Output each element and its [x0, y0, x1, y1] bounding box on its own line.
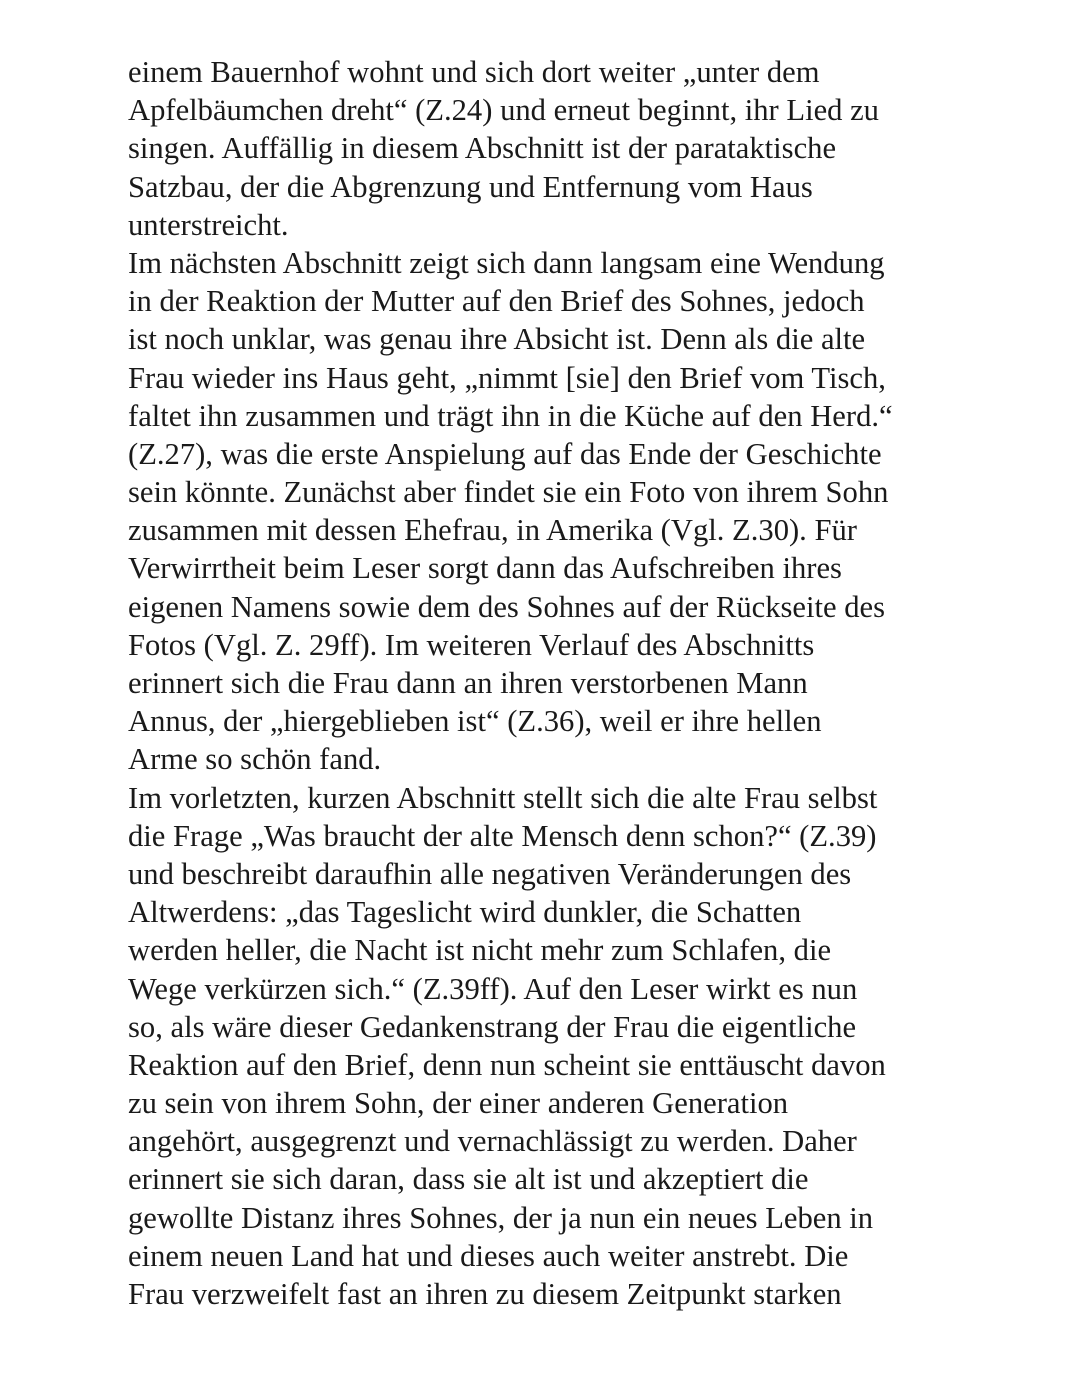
text-line: Verwirrtheit beim Leser sorgt dann das Aufschreiben ihres: [128, 551, 842, 586]
text-line: werden heller, die Nacht ist nicht mehr zum Schlafen, die: [128, 933, 832, 968]
text-line: erinnert sie sich daran, dass sie alt ist und akzeptiert die: [128, 1162, 809, 1197]
text-line: eigenen Namens sowie dem des Sohnes auf der Rückseite des: [128, 589, 885, 624]
text-line: Arme so schön fand.: [128, 742, 382, 777]
text-line: die Frage „Was braucht der alte Mensch denn schon?“ (Z.39): [128, 818, 877, 853]
text-line: einem neuen Land hat und dieses auch weiter anstrebt. Die: [128, 1238, 849, 1273]
text-line: sein könnte. Zunächst aber findet sie ein Foto von ihrem Sohn: [128, 475, 889, 510]
text-line: unterstreicht.: [128, 207, 289, 242]
text-line: erinnert sich die Frau dann an ihren verstorbenen Mann: [128, 666, 808, 700]
text-line: Satzbau, der die Abgrenzung und Entfernung vom Haus: [128, 169, 813, 204]
text-line: Wege verkürzen sich.“ (Z.39ff). Auf den Leser wirkt es nun: [128, 971, 858, 1006]
text-line: singen. Auffällig in diesem Abschnitt ist der parataktische: [128, 131, 837, 166]
text-line: Im vorletzten, kurzen Abschnitt stellt sich die alte Frau selbst: [128, 780, 878, 815]
text-line: Im nächsten Abschnitt zeigt sich dann langsam eine Wendung: [128, 245, 885, 280]
text-line: Fotos (Vgl. Z. 29ff). Im weiteren Verlauf des Abschnitts: [128, 627, 815, 662]
text-line: in der Reaktion der Mutter auf den Brief des Sohnes, jedoch: [128, 284, 865, 319]
text-line: gewollte Distanz ihres Sohnes, der ja nun ein neues Leben in: [128, 1200, 874, 1235]
text-line: so, als wäre dieser Gedankenstrang der Frau die eigentliche: [128, 1009, 857, 1044]
text-line: Apfelbäumchen dreht“ (Z.24) und erneut beginnt, ihr Lied zu: [128, 93, 879, 128]
text-line: angehört, ausgegrenzt und vernachlässigt zu werden. Daher: [128, 1124, 857, 1159]
text-line: (Z.27), was die erste Anspielung auf das Ende der Geschichte: [128, 436, 882, 471]
text-line: Annus, der „hiergeblieben ist“ (Z.36), weil er ihre hellen: [128, 704, 822, 739]
text-line: einem Bauernhof wohnt und sich dort weiter „unter dem: [128, 55, 820, 89]
text-line: ist noch unklar, was genau ihre Absicht ist. Denn als die alte: [128, 322, 866, 357]
text-line: und beschreibt daraufhin alle negativen Veränderungen des: [128, 856, 852, 891]
text-line: Frau verzweifelt fast an ihren zu diesem Zeitpunkt starken: [128, 1277, 842, 1311]
text-line: faltet ihn zusammen und trägt ihn in die Küche auf den Herd.“: [128, 398, 893, 433]
body-text: [128, 53, 1028, 1313]
text-line: zusammen mit dessen Ehefrau, in Amerika (Vgl. Z.30). Für: [128, 513, 857, 548]
text-line: Reaktion auf den Brief, denn nun scheint sie enttäuscht davon: [128, 1047, 886, 1082]
text-line: zu sein von ihrem Sohn, der einer anderen Generation: [128, 1086, 789, 1121]
text-line: Frau wieder ins Haus geht, „nimmt [sie] den Brief vom Tisch,: [128, 360, 886, 395]
text-line: Altwerdens: „das Tageslicht wird dunkler, die Schatten: [128, 895, 802, 930]
